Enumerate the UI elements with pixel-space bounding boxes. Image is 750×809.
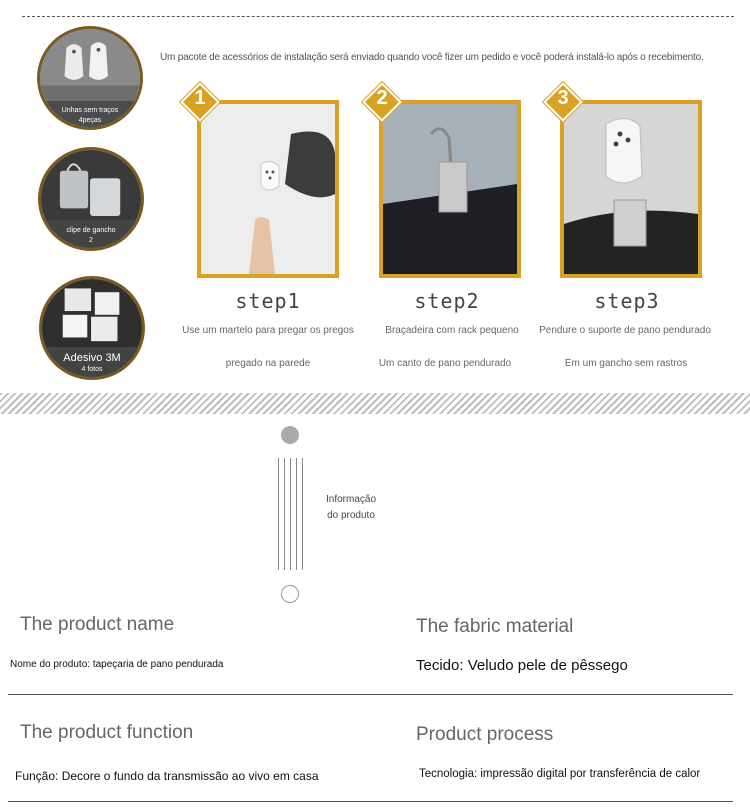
fabric-material-value: Tecido: Veludo pele de pêssego (416, 657, 628, 674)
step3-description-line1: Pendure o suporte de pano pendurado (539, 325, 711, 336)
top-dashed-divider (22, 16, 734, 17)
product-info-label: Informação do produto (325, 494, 377, 521)
step3-description-line2: Em um gancho sem rastros (564, 358, 688, 369)
product-function-title: The product function (20, 722, 194, 743)
step2-number: 2 (376, 87, 388, 109)
striped-divider (0, 393, 750, 414)
accessory-label: Unhas sem traços (61, 107, 119, 114)
product-name-title: The product name (20, 614, 175, 635)
info-bottom-ring (281, 585, 299, 603)
product-name-value: Nome do produto: tapeçaria de pano pendurada (10, 659, 224, 670)
hammer-nail-image (201, 104, 335, 274)
product-process-value: Tecnologia: impressão digital por transferência de calor (419, 768, 701, 780)
step2-photo (379, 100, 521, 278)
step1-photo (197, 100, 339, 278)
details-divider (8, 801, 733, 802)
info-line (302, 458, 303, 570)
info-line (284, 458, 285, 570)
info-top-dot (281, 426, 299, 444)
details-divider (8, 694, 733, 695)
step1-description-line2: pregado na parede (225, 358, 311, 369)
product-process-title: Product process (416, 724, 554, 745)
step1-title: step1 (235, 289, 301, 313)
accessory-clips (38, 147, 144, 251)
step3-photo (560, 100, 702, 278)
accessory-label: clipe de gancho (66, 227, 116, 234)
accessory-label: Adesivo 3M (63, 352, 121, 364)
step2-description-line1: Braçadeira com rack pequeno (385, 325, 519, 336)
clip-cloth-image (383, 104, 517, 274)
step1-description-line1: Use um martelo para pregar os pregos (182, 325, 354, 336)
fabric-material-title: The fabric material (416, 616, 574, 637)
info-line (296, 458, 297, 570)
accessory-count: 2 (89, 237, 93, 244)
intro-text: Um pacote de acessórios de instalação será enviado quando você fizer um pedido e você poderá instalá-lo após o recebimento. (160, 52, 704, 63)
step3-number: 3 (557, 87, 569, 109)
step1-number: 1 (194, 87, 206, 109)
accessory-3m-tape (39, 276, 145, 380)
accessory-count: 4 fotos (81, 366, 103, 373)
accessory-count: 4peças (78, 117, 102, 124)
info-line (278, 458, 279, 570)
step3-title: step3 (594, 289, 660, 313)
step2-description-line2: Um canto de pano pendurado (378, 358, 512, 369)
step2-title: step2 (414, 289, 480, 313)
accessory-nails (37, 26, 143, 130)
info-line (290, 458, 291, 570)
hang-cloth-image (564, 104, 698, 274)
product-function-value: Função: Decore o fundo da transmissão ao vivo em casa (15, 769, 319, 783)
